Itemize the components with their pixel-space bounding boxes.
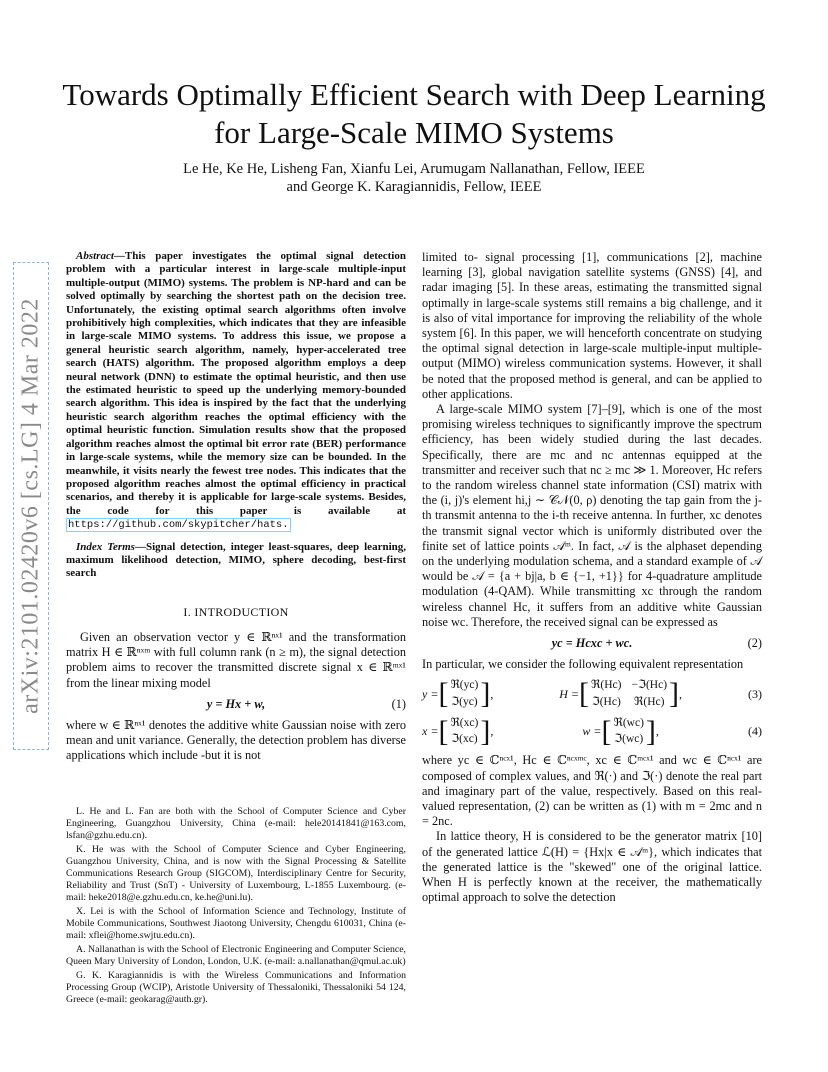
- equation-4: [422, 716, 762, 747]
- H-cell-22: ℜ(Hc): [634, 695, 665, 708]
- authors-line-2: and George K. Karagiannidis, Fellow, IEEE: [286, 179, 542, 195]
- w-cell-re: ℜ(wc): [613, 716, 644, 729]
- footnote-affiliation-5: G. K. Karagiannidis is with the Wireless Communications and Information Processing Group (WCIP), Aristotle University of Thessaloniki, Thessaloniki 54 124, Greece (e-mail: geokarag@auth.gr).: [66, 970, 406, 1005]
- author-list: [60, 160, 768, 196]
- right-paragraph-2: A large-scale MIMO system [7]–[9], which is one of the most promising wireless techniques to significantly improve the spectrum efficiency, has been widely studied during the last decades. Specifically, there are mc and nc antennas equipped at the transmitter and receiver such that nc ≥ mc ≫ 1. Moreover, Hc refers to the random wireless channel state information (CSI) matrix with the (i, j)'s element hi,j ∼ 𝒞𝒩(0, ρ) denoting the tap gain from the j-th transmit antenna to the i-th receive antenna. In further, xc denotes the transmit signal vector which is uniformly distributed over the finite set of lattice points 𝒜ᵐ. In fact, 𝒜 is the alphaset depending on the underlying modulation schema, and a standard example of 𝒜 would be 𝒜 = {a + bj|a, b ∈ {−1, +1}} for 4-quadrature amplitude modulation (4-QAM). While transmitting xc through the random wireless channel Hc, it suffers from an additive white Gaussian noise wc. Therefore, the received signal can be expressed as: [422, 402, 762, 629]
- equation-3-4-block: [422, 678, 762, 747]
- arxiv-identifier: arXiv:2101.02420v6 [cs.LG] 4 Mar 2022: [17, 298, 44, 714]
- abstract: [66, 250, 406, 533]
- H-cell-11: ℜ(Hc): [591, 679, 622, 692]
- x-vector: x = [ ℜ(xc) ℑ(xc) ] ,: [422, 714, 494, 748]
- x-lhs: x =: [422, 723, 439, 738]
- authors-line-1: Le He, Ke He, Lisheng Fan, Xianfu Lei, Arumugam Nallanathan, Fellow, IEEE: [183, 161, 645, 177]
- abstract-label: Abstract: [76, 250, 114, 262]
- footnote-affiliation-3: X. Lei is with the School of Information Science and Technology, Institute of Mobile Communications, Southwest Jiaotong University, Chengdu 610031, China (e-mail: xflei@home.swjtu.edu.cn).: [66, 906, 406, 941]
- equation-2-number: (2): [747, 636, 762, 651]
- x-cell-im: ℑ(xc): [451, 733, 478, 746]
- section-heading-introduction: I. INTRODUCTION: [183, 604, 289, 619]
- code-link[interactable]: https://github.com/skypitcher/hats.: [68, 519, 289, 532]
- w-cell-im: ℑ(wc): [614, 733, 644, 746]
- footnote-affiliation-4: A. Nallanathan is with the School of Electronic Engineering and Computer Science, Queen Mary University of London, London, U.K. (e-mail: a.nallanathan@qmul.ac.uk): [66, 944, 406, 967]
- y-cell-im: ℑ(yc): [451, 695, 478, 708]
- y-vector: y = [ ℜ(yc) ℑ(yc) ] ,: [422, 677, 494, 711]
- H-matrix: H = [ ℜ(Hc) −ℑ(Hc) ℑ(Hc) ℜ(Hc) ] ,: [559, 677, 683, 711]
- equation-1-body: y = Hx + w,: [206, 696, 266, 711]
- equation-2-body: yc = Hcxc + wc.: [551, 636, 633, 651]
- index-terms-label: Index Terms: [76, 540, 135, 553]
- w-lhs: w =: [582, 723, 602, 738]
- index-terms-text: —Signal detection, integer least-squares, deep learning, maximum likelihood detection, MIMO, sphere decoding, best-first search: [66, 540, 406, 580]
- equation-1: [66, 697, 406, 712]
- left-column: [66, 250, 406, 764]
- right-column: [422, 250, 762, 905]
- footnotes: [66, 806, 406, 1008]
- equation-1-number: (1): [391, 696, 406, 711]
- footnote-affiliation-2: K. He was with the School of Computer Science and Cyber Engineering, Guangzhou University, China, and is now with the Signal Processing & Satellite Communications Research Group (SIGCOM), Interdisciplinary Centre for Security, Reliability and Trust (SnT) - University of Luxembourg, L-1855 Luxembourg. (e-mail: heke2018@e.gzhu.edu.cn, ke.he@uni.lu).: [66, 844, 406, 903]
- intro-paragraph-1: Given an observation vector y ∈ ℝⁿˣ¹ and the transformation matrix H ∈ ℝⁿˣᵐ with full column rank (n ≥ m), the signal detection problem aims to recover the transmitted discrete signal x ∈ ℝᵐˣ¹ from the linear mixing model: [66, 629, 406, 690]
- right-paragraph-4: where yc ∈ ℂⁿᶜˣ¹, Hc ∈ ℂⁿᶜˣᵐᶜ, xc ∈ ℂᵐᶜˣ¹ and wc ∈ ℂⁿᶜˣ¹ are composed of complex values, and ℜ(·) and ℑ(·) denote the real part and imaginary part of the value, respectively. Based on this real-valued representation, (2) can be written as (1) with m = 2mc and n = 2nc.: [422, 753, 762, 829]
- footnote-affiliation-1: L. He and L. Fan are both with the School of Computer Science and Cyber Engineering, Guangzhou University, China (e-mail: hele20141841@163.com, lsfan@gzhu.edu.cn).: [66, 806, 406, 841]
- right-paragraph-5: In lattice theory, H is considered to be the generator matrix [10] of the generated lattice ℒ(H) = {Hx|x ∈ 𝒜ᵐ}, which indicates that the generated lattice is the "skewed" one of the original lattice. When H is perfectly known at the receiver, the mathematically optimal approach to solve the detection: [422, 829, 762, 905]
- x-cell-re: ℜ(xc): [450, 716, 479, 729]
- H-cell-12: −ℑ(Hc): [631, 679, 668, 692]
- index-terms: [66, 541, 406, 581]
- equation-2: [422, 636, 762, 651]
- right-paragraph-3: In particular, we consider the following equivalent representation: [422, 657, 744, 672]
- equation-3-number: (3): [748, 686, 762, 701]
- right-paragraph-1: limited to- signal processing [1], communications [2], machine learning [3], global navigation satellite systems (GNSS) [4], and radar imaging [5]. In these areas, estimating the transmitted signal optimally in large-scale systems still remains a big challenge, and it is also of vital importance for improving the reliability of the whole system [6]. In this paper, we will henceforth concentrate on studying the optimal signal detection in large-scale multiple-input multiple-output (MIMO) wireless communication systems. However, it shall be noted that the proposed method is general, and can be applied to other applications.: [422, 250, 762, 401]
- intro-paragraph-2: where w ∈ ℝⁿˣ¹ denotes the additive white Gaussian noise with zero mean and unit variance. Generally, the detection problem has diverse applications which include -but it is not: [66, 717, 406, 763]
- equation-3: [422, 678, 762, 709]
- arxiv-stamp[interactable]: [13, 262, 49, 750]
- y-cell-re: ℜ(yc): [450, 679, 479, 692]
- w-vector: w = [ ℜ(wc) ℑ(wc) ] ,: [582, 714, 659, 748]
- equation-4-number: (4): [747, 723, 762, 738]
- abstract-text: —This paper investigates the optimal signal detection problem with a particular interest in large-scale multiple-input multiple-output (MIMO) systems. The problem is NP-hard and can be solved optimally by searching the shortest path on the decision tree. Unfortunately, the existing optimal search algorithms often involve prohibitively high complexities, which indicates that they are infeasible in large-scale MIMO systems. To address this issue, we propose a general heuristic search algorithm, namely, hyper-accelerated tree search (HATS) algorithm. The proposed algorithm employs a deep neural network (DNN) to estimate the optimal heuristic, and then use the estimated heuristic to speed up the underlying memory-bounded search algorithm. This idea is inspired by the fact that the underlying heuristic search algorithm reaches the optimal efficiency with the optimal heuristic function. Simulation results show that the proposed algorithm reaches almost the optimal bit error rate (BER) performance in large-scale systems, while the memory size can be bounded. In the meanwhile, it visits nearly the fewest tree nodes. This indicates that the proposed algorithm reaches almost the optimal efficiency in practical scenarios, and thereby it is applicable for large-scale systems. Besides, the code for this paper is available at: [66, 250, 406, 517]
- paper-title: Towards Optimally Efficient Search with Deep Learning for Large-Scale MIMO Systems: [62, 77, 766, 150]
- y-lhs: y =: [422, 686, 439, 701]
- H-lhs: H =: [559, 686, 580, 701]
- H-cell-21: ℑ(Hc): [591, 695, 621, 708]
